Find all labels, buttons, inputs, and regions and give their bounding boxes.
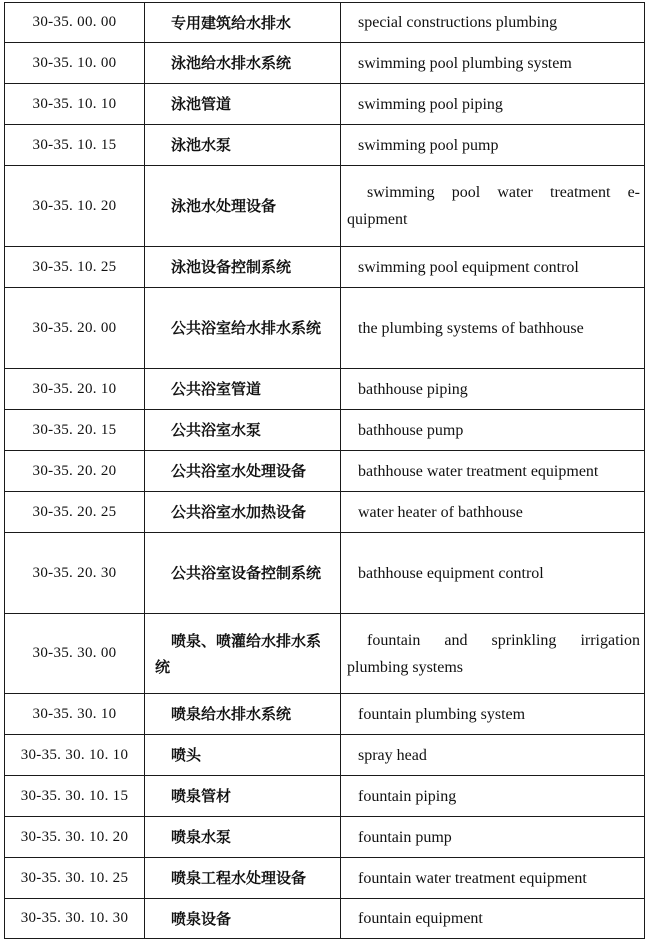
chinese-term-cell: 喷泉水泵 [145,817,341,858]
code-cell: 30-35. 10. 15 [5,125,145,166]
code-cell: 30-35. 20. 15 [5,410,145,451]
chinese-term-cell [145,614,341,694]
code-cell: 30-35. 00. 00 [5,3,145,43]
english-term-cell: swimming pool piping [341,84,645,125]
chinese-term-cell: 专用建筑给水排水 [145,3,341,43]
table-row [5,817,645,858]
chinese-term-cell: 公共浴室管道 [145,369,341,410]
english-term-text: swimming pool water treatment e-quipment [347,184,640,228]
code-cell: 30-35. 10. 00 [5,43,145,84]
chinese-term-cell [145,288,341,369]
table-row [5,451,645,492]
table-row [5,43,645,84]
chinese-term-cell: 喷泉设备 [145,899,341,939]
code-cell: 30-35. 20. 30 [5,533,145,614]
english-term-cell: fountain piping [341,776,645,817]
code-cell: 30-35. 10. 25 [5,247,145,288]
english-term-cell: fountain equipment [341,899,645,939]
chinese-term-cell: 公共浴室水加热设备 [145,492,341,533]
table-row [5,694,645,735]
code-cell: 30-35. 30. 10. 30 [5,899,145,939]
english-term-cell [341,166,645,247]
english-term-cell: spray head [341,735,645,776]
code-cell: 30-35. 30. 10 [5,694,145,735]
code-cell: 30-35. 20. 25 [5,492,145,533]
table-row [5,776,645,817]
code-cell: 30-35. 20. 20 [5,451,145,492]
chinese-term-cell: 喷泉工程水处理设备 [145,858,341,899]
code-cell: 30-35. 30. 10. 15 [5,776,145,817]
table-row [5,410,645,451]
english-term-cell: fountain water treatment equipment [341,858,645,899]
code-cell: 30-35. 30. 00 [5,614,145,694]
english-term-cell: swimming pool pump [341,125,645,166]
code-cell: 30-35. 20. 10 [5,369,145,410]
chinese-term-cell: 喷头 [145,735,341,776]
english-term-cell: swimming pool equipment control [341,247,645,288]
code-cell: 30-35. 20. 00 [5,288,145,369]
table-row [5,84,645,125]
code-cell: 30-35. 30. 10. 20 [5,817,145,858]
table-row [5,492,645,533]
chinese-term-cell: 泳池水处理设备 [145,166,341,247]
chinese-term-cell: 泳池管道 [145,84,341,125]
table-row [5,533,645,614]
english-term-cell [341,614,645,694]
english-term-cell: bathhouse water treatment equipment [341,451,645,492]
english-term-cell: fountain pump [341,817,645,858]
english-term-cell: swimming pool plumbing system [341,43,645,84]
table-row [5,899,645,939]
chinese-term-cell: 泳池设备控制系统 [145,247,341,288]
english-term-cell: bathhouse equipment control [341,533,645,614]
table-row [5,614,645,694]
table-row [5,125,645,166]
table-row [5,369,645,410]
english-term-cell: water heater of bathhouse [341,492,645,533]
chinese-term-cell: 泳池水泵 [145,125,341,166]
chinese-term-cell: 公共浴室水处理设备 [145,451,341,492]
table-row [5,3,645,43]
english-term-cell: bathhouse pump [341,410,645,451]
english-term-cell: bathhouse piping [341,369,645,410]
chinese-term-cell [145,533,341,614]
code-cell: 30-35. 30. 10. 25 [5,858,145,899]
chinese-term-cell: 公共浴室水泵 [145,410,341,451]
table-row [5,166,645,247]
chinese-term-text: 公共浴室给水排水系统 [171,319,322,337]
code-cell: 30-35. 10. 20 [5,166,145,247]
classification-table [4,2,645,939]
chinese-term-cell: 喷泉给水排水系统 [145,694,341,735]
table-row [5,247,645,288]
table-row [5,288,645,369]
english-term-cell: special constructions plumbing [341,3,645,43]
code-cell: 30-35. 10. 10 [5,84,145,125]
chinese-term-cell: 泳池给水排水系统 [145,43,341,84]
table-row [5,858,645,899]
english-term-cell: the plumbing systems of bathhouse [341,288,645,369]
code-cell: 30-35. 30. 10. 10 [5,735,145,776]
english-term-cell: fountain plumbing system [341,694,645,735]
chinese-term-text: 公共浴室设备控制系统 [171,564,322,582]
english-term-text: fountain and sprinkling irrigation plumbing systems [347,631,640,676]
chinese-term-text: 喷泉、喷灌给水排水系统 [155,631,322,676]
table-row [5,735,645,776]
chinese-term-cell: 喷泉管材 [145,776,341,817]
